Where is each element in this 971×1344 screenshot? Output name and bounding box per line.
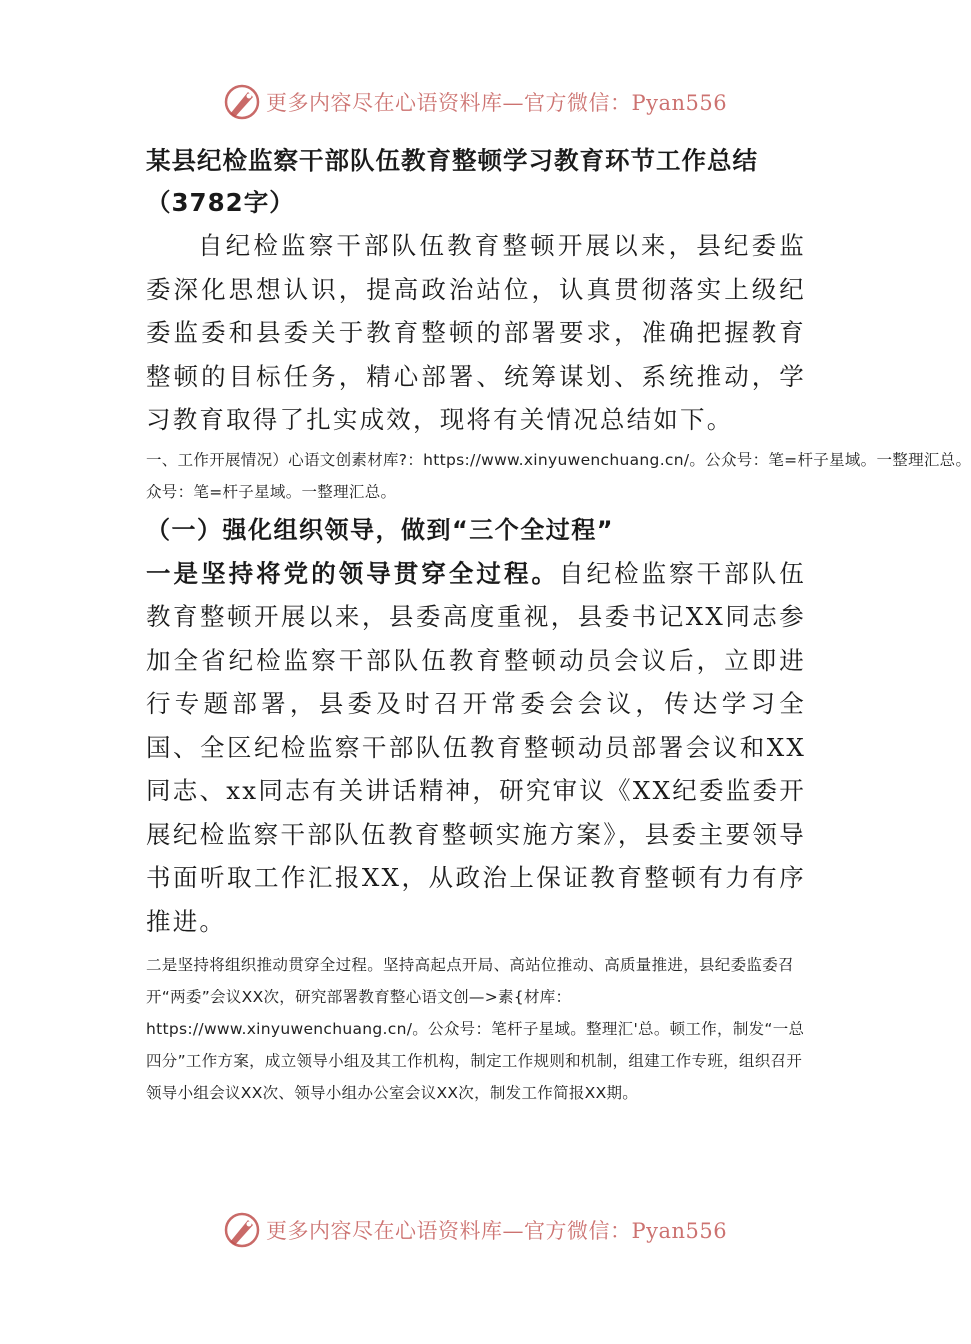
document-title: 某县纪检监察干部队伍教育整顿学习教育环节工作总结 bbox=[146, 146, 758, 175]
paragraph-2: 二是坚持将组织推动贯穿全过程。坚持高起点开局、高站位推动、高质量推进，县纪委监委召开“两委”会议XX次，研究部署教育整心语文创—>素{材库：https://www.xinyuwenchuang.cn/。公众号：笔杆子星域。整理汇'总。顿工作，制发“一总四分”工作方案，成立领导小组及其工作机构，制定工作规则和机制，组建工作专班，组织召开领导小组会议XX次、领导小组办公室会议XX次，制发工作简报XX期。 bbox=[146, 956, 805, 1102]
subsection-heading-1: （一）强化组织领导，做到“三个全过程” bbox=[146, 515, 615, 544]
intro-paragraph: 自纪检监察干部队伍教育整顿开展以来，县纪委监委深化思想认识，提高政治站位，认真贯彻落实上级纪委监委和县委关于教育整顿的部署要求，准确把握教育整顿的目标任务，精心部署、统筹谋划、系统推动，学习教育取得了扎实成效，现将有关情况总结如下。 bbox=[146, 231, 806, 434]
pen-nib-logo-icon bbox=[222, 82, 262, 122]
document-body bbox=[146, 140, 971, 1109]
pen-nib-logo-icon bbox=[222, 1210, 262, 1250]
section-heading-1-continued: 众号：笔=杆子星域。一整理汇总。 bbox=[146, 482, 397, 501]
header-watermark-banner bbox=[222, 82, 727, 122]
paragraph-1-body: 自纪检监察干部队伍教育整顿开展以来，县委高度重视，县委书记XX同志参加全省纪检监察干部队伍教育整顿动员会议后，立即进行专题部署，县委及时召开常委会会议，传达学习全国、全区纪检监察干部队伍教育整顿动员部署会议和XX同志、xx同志有关讲话精神，研究审议《XX纪委监委开展纪检监察干部队伍教育整顿实施方案》，县委主要领导书面听取工作汇报XX，从政治上保证教育整顿有力有序推进。 bbox=[146, 558, 806, 936]
document-word-count: （3782字） bbox=[146, 188, 295, 217]
footer-watermark-banner bbox=[222, 1210, 727, 1250]
paragraph-1-lead: 一是坚持将党的领导贯穿全过程。 bbox=[146, 558, 560, 588]
paragraph-1 bbox=[146, 552, 806, 944]
banner-text: 更多内容尽在心语资料库—官方微信：Pyan556 bbox=[266, 91, 728, 115]
section-heading-1: 一、工作开展情况）心语文创素材库?：https://www.xinyuwenchuang.cn/。公众号：笔=杆子星域。一整理汇总。 bbox=[146, 450, 971, 469]
banner-text: 更多内容尽在心语资料库—官方微信：Pyan556 bbox=[266, 1219, 728, 1243]
